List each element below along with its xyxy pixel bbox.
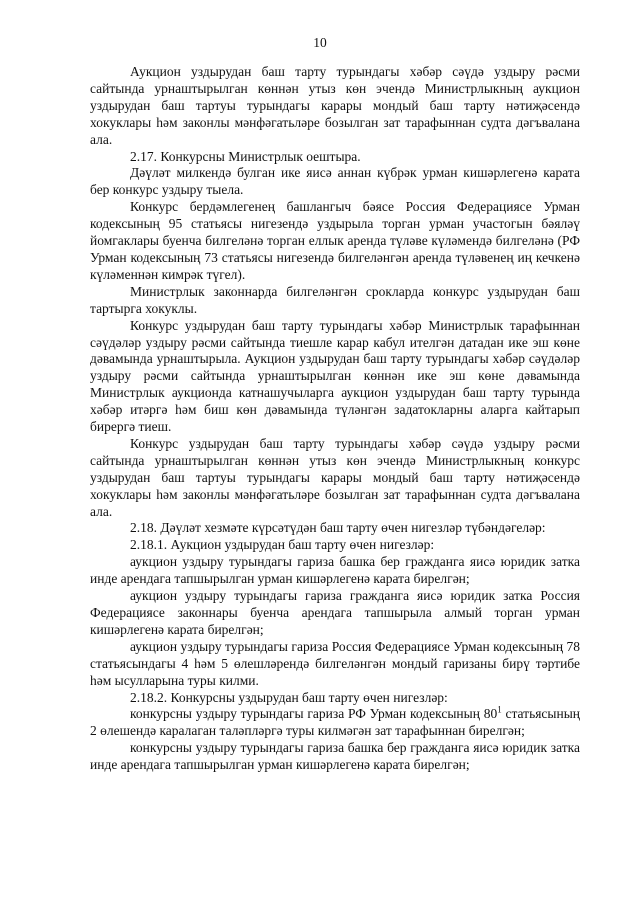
paragraph: Конкурс уздырудан баш тарту турындагы хәбәр Министрлык тарафыннан сәүдәләр уздыру рәсми сайтында тиешле карар кабул ителгән датадан ике эш көне дәвамында урнаштырыла. Аукцион уздырудан баш тарту турындагы хәбәр сәүдәләр уздыру рәсми сайтында урнаштырылган көннән ике эш көне дәвамында Министрлык аукционда катнашучыларга аукцион уздырудан баш тарту турында хәбәр итәргә һәм биш көн дәвамында түләнгән задатокларны аларга кайтарып бирергә тиеш. bbox=[90, 317, 580, 435]
paragraph: конкурсны уздыру турындагы гариза башка бер гражданга яисә юридик затка инде арендага тапшырылган урман кишәрлегенә карата бирелгән; bbox=[90, 740, 580, 773]
document-body bbox=[90, 64, 580, 774]
superscript: 1 bbox=[497, 704, 502, 715]
paragraph: аукцион уздыру турындагы гариза гражданга яисә юридик затка Россия Федерациясе законнары буенча арендага тапшырыла алмый торган урман кишәрлегенә карата бирелгән; bbox=[90, 588, 580, 637]
paragraph: аукцион уздыру турындагы гариза Россия Федерациясе Урман кодексының 78 статьясындагы 4 һәм 5 өлешләрендә билгеләнгән мондый гаризаны бирү тәртибе һәм ысулларына туры килми. bbox=[90, 638, 580, 688]
paragraph: аукцион уздыру турындагы гариза башка бер гражданга яисә юридик затка инде арендага тапшырылган урман кишәрлегенә карата бирелгән; bbox=[90, 554, 580, 587]
paragraph: 2.18.1. Аукцион уздырудан баш тарту өчен нигезләр: bbox=[130, 537, 435, 553]
paragraph: Аукцион уздырудан баш тарту турындагы хәбәр сәүдә уздыру рәсми сайтында урнаштырылган көннән утыз көн эчендә Министрлыкның аукцион уздырудан баш тартуы турындагы карары мондый баш тарту нәтиҗәсендә хокуклары һәм законлы мәнфәгатьләре бозылган зат тарафыннан судта дәгъвалана ала. bbox=[90, 64, 580, 147]
paragraph: Конкурс уздырудан баш тарту турындагы хәбәр сәүдә уздыру рәсми сайтында урнаштырылган көннән утыз көн эчендә Министрлыкның конкурс уздырудан баш тартуы турындагы карары мондый баш тарту нәтиҗәсендә хокуклары һәм законлы мәнфәгатьләре бозылган зат тарафыннан судта дәгъвалана ала. bbox=[90, 435, 580, 519]
page-number: 10 bbox=[313, 35, 327, 50]
paragraph: 2.18. Дәүләт хезмәте күрсәтүдән баш тарту өчен нигезләр түбәндәгеләр: bbox=[130, 520, 546, 536]
paragraph: Дәүләт милкендә булган ике яисә аннан күбрәк урман кишәрлегенә карата бер конкурс уздыру тыела. bbox=[90, 165, 580, 198]
paragraph bbox=[90, 706, 580, 740]
paragraph: Министрлык законнарда билгеләнгән срокларда конкурс уздырудан баш тартырга хокуклы. bbox=[90, 283, 580, 316]
paragraph: Конкурс бердәмлегенең башлангыч бәясе Россия Федерациясе Урман кодексының 95 статьясы нигезендә уздырыла торган урман участогын бәяләү йомгаклары буенча билгеләнә торган еллык аренда түләве күләмендә билгеләнә (РФ Урман кодексының 73 статьясы нигезендә билгеләнгән аренда түләвенең иң кечкенә күләменнән кимрәк түгел). bbox=[90, 199, 580, 282]
paragraph-text: статьясының 2 өлешендә каралаган таләпләргә туры килмәгән зат тарафыннан бирелгән; bbox=[90, 706, 581, 739]
paragraph: 2.17. Конкурсны Министрлык оештыра. bbox=[130, 148, 361, 164]
paragraph: 2.18.2. Конкурсны уздырудан баш тарту өчен нигезләр: bbox=[130, 689, 448, 705]
paragraph-text: конкурсны уздыру турындагы гариза РФ Урман кодексының 80 bbox=[130, 706, 498, 722]
